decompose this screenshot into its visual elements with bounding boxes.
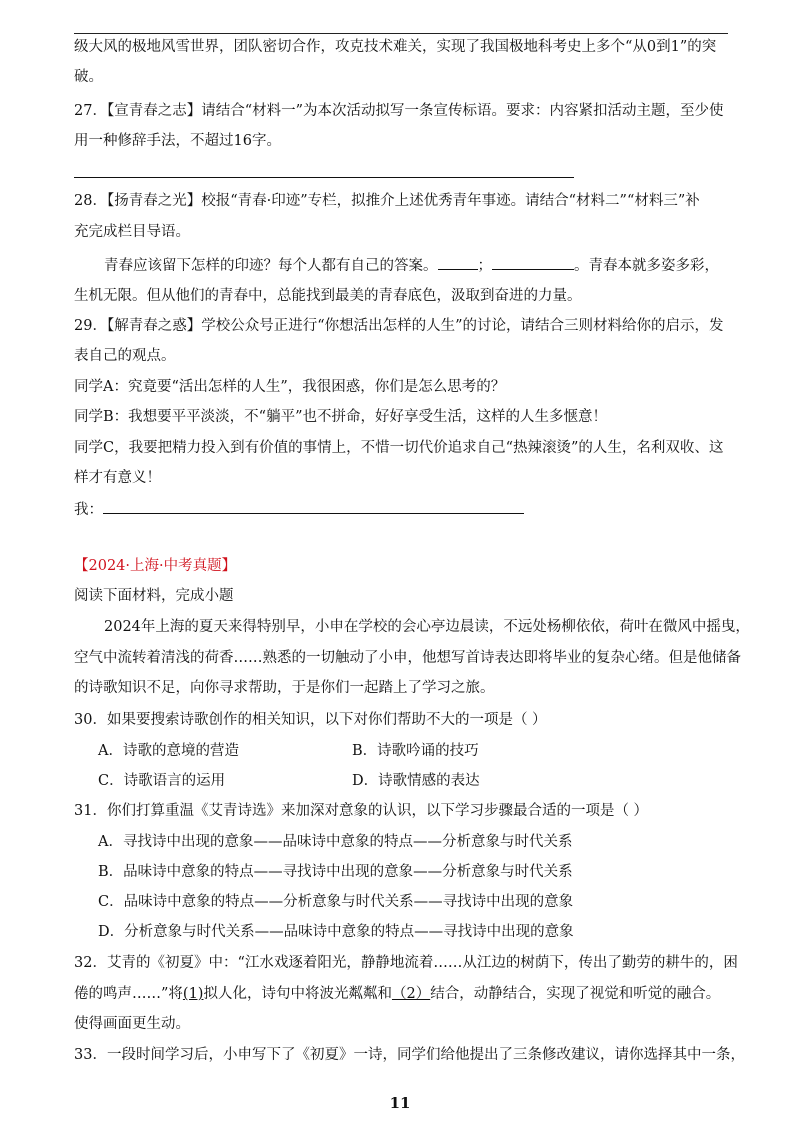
- option-31-d[interactable]: D．分析意象与时代关系——品味诗中意象的特点——寻找诗中出现的意象: [98, 924, 574, 940]
- question-27-stem: 27．【宣青春之志】请结合“材料一”为本次活动拟写一条宣传标语。要求：内容紧扣活动主题，至少使: [74, 103, 724, 119]
- question-29-stem: 29．【解青春之惑】学校公众号正进行“你想活出怎样的人生”的讨论，请结合三则材料给你的启示，发: [74, 318, 724, 334]
- student-b-line: 同学B：我想要平平淡淡，不“躺平”也不拼命，好好享受生活，这样的人生多惬意！: [74, 409, 607, 425]
- guide-separator: ；: [477, 258, 492, 274]
- question-32-stem: 32．艾青的《初夏》中：“江水戏逐着阳光，静静地流着……从江边的树荫下，传出了勤劳的耕牛的，困: [74, 955, 738, 971]
- question-29-stem-cont: 表自己的观点。: [74, 348, 176, 364]
- header-rule: [74, 33, 728, 34]
- question-27-stem-cont: 用一种修辞手法，不超过16字。: [74, 133, 281, 149]
- question-31-stem: 31．你们打算重温《艾青诗选》来加深对意象的认识，以下学习步骤最合适的一项是（ ）: [74, 803, 649, 819]
- continued-text-line: 级大风的极地风雪世界，团队密切合作，攻克技术难关，实现了我国极地科考史上多个“从0到1”的突: [74, 39, 717, 55]
- student-c-line: 同学C，我要把精力投入到有价值的事情上，不惜一切代价追求自己“热辣滚烫”的人生，名利双收、这: [74, 440, 724, 456]
- fill-blank-q32-2[interactable]: （2）: [391, 986, 431, 1002]
- question-32-stem-cont: [74, 984, 720, 1004]
- reading-instruction: 阅读下面材料，完成小题: [74, 588, 234, 604]
- answer-line-27[interactable]: [74, 177, 574, 178]
- q32-text-c: 结合，动静结合，实现了视觉和听觉的融合。: [430, 986, 721, 1002]
- column-guide-text-cont: 生机无限。但从他们的青春中，总能找到最美的青春底色，汲取到奋进的力量。: [74, 288, 582, 304]
- answer-line-29[interactable]: [103, 513, 524, 514]
- q32-text-b: 拟人化，诗句中将波光粼粼和: [203, 986, 392, 1002]
- option-31-a[interactable]: A．寻找诗中出现的意象——品味诗中意象的特点——分析意象与时代关系: [98, 834, 573, 850]
- q32-text-a: 倦的鸣声……”将: [74, 986, 183, 1002]
- guide-part-a: 青春应该留下怎样的印迹？每个人都有自己的答案。: [104, 258, 438, 274]
- option-31-b[interactable]: B．品味诗中意象的特点——寻找诗中出现的意象——分析意象与时代关系: [98, 864, 573, 880]
- section-title: 【2024·上海·中考真题】: [74, 558, 237, 574]
- question-32-stem-end: 使得画面更生动。: [74, 1016, 190, 1032]
- fill-blank-2[interactable]: [492, 255, 574, 270]
- question-33-stem: 33．一段时间学习后，小申写下了《初夏》一诗，同学们给他提出了三条修改建议，请你选择其中一条，: [74, 1047, 745, 1063]
- question-28-stem: 28．【扬青春之光】校报“青春·印迹”专栏，拟推介上述优秀青年事迹。请结合“材料二”“材料三”补: [74, 193, 700, 209]
- question-28-stem-cont: 充完成栏目导语。: [74, 224, 190, 240]
- question-30-stem: 30．如果要搜索诗歌创作的相关知识，以下对你们帮助不大的一项是（ ）: [74, 712, 547, 728]
- option-30-b[interactable]: B．诗歌吟诵的技巧: [352, 743, 479, 759]
- passage-line: 的诗歌知识不足，向你寻求帮助，于是你们一起踏上了学习之旅。: [74, 680, 495, 696]
- student-c-line-cont: 样才有意义！: [74, 470, 161, 486]
- my-answer-label: 我：: [74, 502, 103, 518]
- guide-part-b: 。青春本就多姿多彩，: [574, 258, 719, 274]
- student-a-line: 同学A：究竟要“活出怎样的人生”，我很困惑，你们是怎么思考的？: [74, 379, 506, 395]
- passage-line: 空气中流转着清浅的荷香……熟悉的一切触动了小申，他想写首诗表达即将毕业的复杂心绪。但是他储备: [74, 650, 741, 666]
- option-31-c[interactable]: C．品味诗中意象的特点——分析意象与时代关系——寻找诗中出现的意象: [98, 894, 574, 910]
- passage-line: 2024年上海的夏天来得特别早，小申在学校的会心亭边晨读，不远处杨柳依依，荷叶在微风中摇曳，: [104, 619, 750, 635]
- option-30-d[interactable]: D．诗歌情感的表达: [352, 773, 480, 789]
- page-number: 11: [389, 1094, 411, 1112]
- column-guide-text: [104, 255, 719, 276]
- option-30-c[interactable]: C．诗歌语言的运用: [98, 773, 226, 789]
- fill-blank-1[interactable]: [438, 255, 478, 270]
- fill-blank-q32-1[interactable]: (1): [182, 986, 204, 1002]
- continued-text-line: 破。: [74, 69, 103, 85]
- option-30-a[interactable]: A．诗歌的意境的营造: [98, 743, 239, 759]
